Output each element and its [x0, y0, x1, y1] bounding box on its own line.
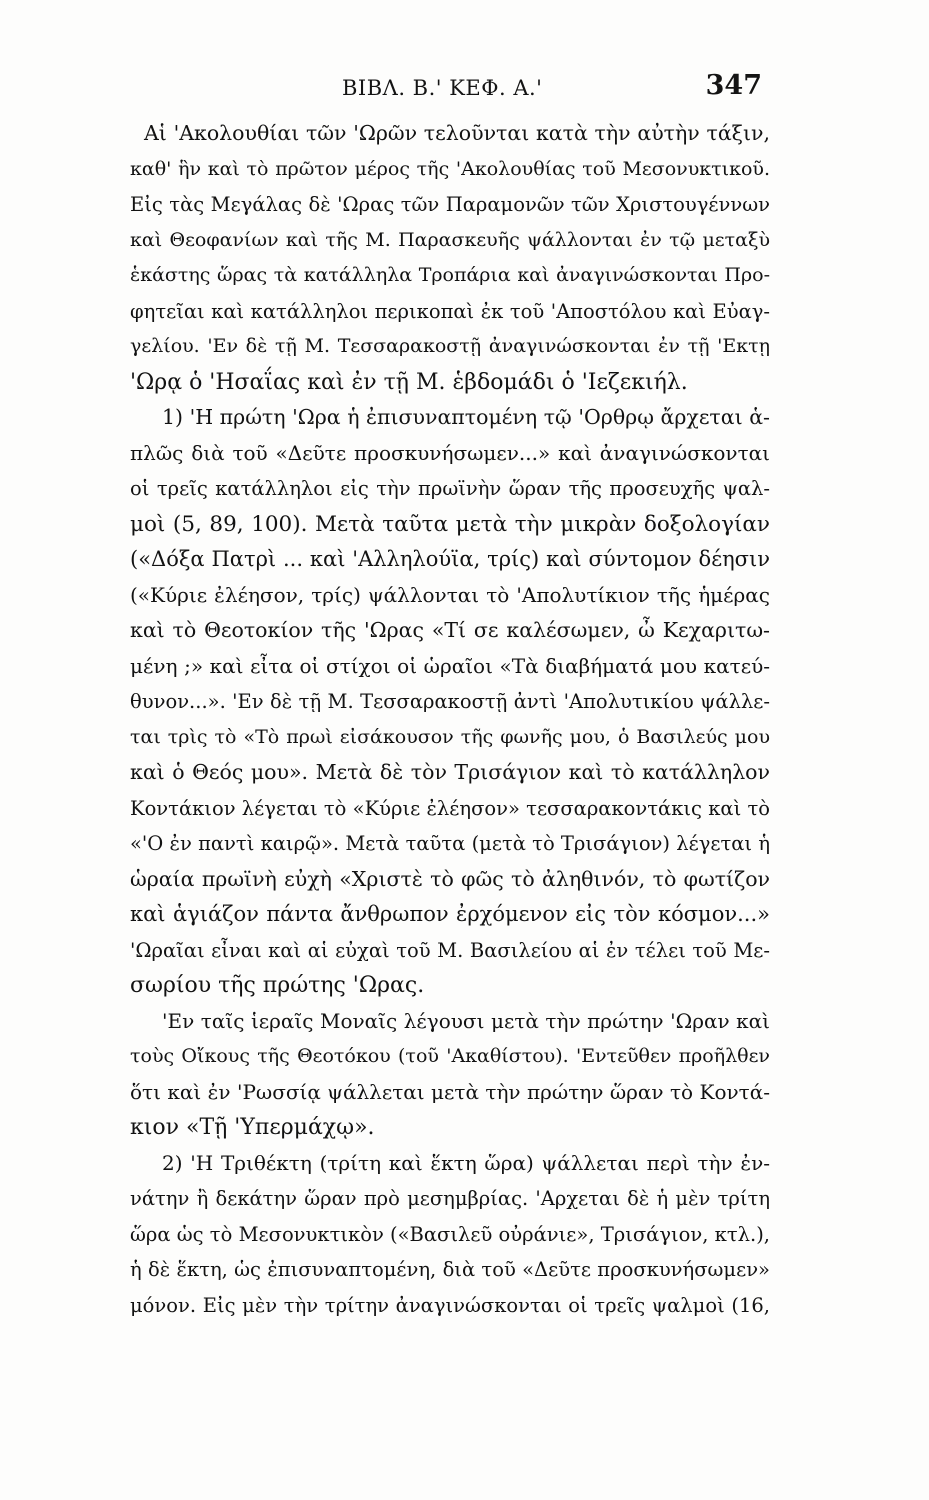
text-line: καὶ Θεοφανίων καὶ τῆς Μ. Παρασκευῆς ψάλλονται ἐν τῷ μεταξὺ: [130, 228, 770, 251]
text-line: φητεῖαι καὶ κατάλληλοι περικοπαὶ ἐκ τοῦ 'Αποστόλου καὶ Εὐαγ-: [130, 299, 770, 323]
text-line: 'Εν ταῖς ἱεραῖς Μοναῖς λέγουσι μετὰ τὴν πρώτην 'Ωραν καὶ: [162, 1008, 770, 1033]
page-number: 347: [705, 70, 762, 101]
text-line: καθ' ἣν καὶ τὸ πρῶτον μέρος τῆς 'Ακολουθίας τοῦ Μεσονυκτικοῦ.: [130, 157, 770, 180]
text-line: ται τρὶς τὸ «Τὸ πρωὶ εἰσάκουσον τῆς φωνῆς μου, ὁ Βασιλεύς μου: [130, 725, 770, 748]
text-line: («Δόξα Πατρὶ ... καὶ 'Αλληλούϊα, τρίς) καὶ σύντομον δέησιν: [130, 547, 770, 571]
text-line: 'Ωραῖαι εἶναι καὶ αἱ εὐχαὶ τοῦ Μ. Βασιλείου αἱ ἐν τέλει τοῦ Με-: [130, 938, 770, 962]
text-line: ὡραία πρωϊνὴ εὐχὴ «Χριστὲ τὸ φῶς τὸ ἀληθινόν, τὸ φωτίζον: [130, 866, 770, 891]
text-line: Κοντάκιον λέγεται τὸ «Κύριε ἐλέησον» τεσσαρακοντάκις καὶ τὸ: [130, 796, 770, 820]
text-line: Εἰς τὰς Μεγάλας δὲ 'Ωρας τῶν Παραμονῶν τῶν Χριστουγέννων: [130, 193, 770, 216]
text-line: σωρίου τῆς πρώτης 'Ωρας.: [130, 973, 425, 998]
text-line: μοὶ (5, 89, 100). Μετὰ ταῦτα μετὰ τὴν μικρὰν δοξολογίαν: [130, 511, 770, 537]
text-line: «'Ο ἐν παντὶ καιρῷ». Μετὰ ταῦτα (μετὰ τὸ Τρισάγιον) λέγεται ἡ: [130, 832, 770, 855]
text-line: ἑκάστης ὥρας τὰ κατάλληλα Τροπάρια καὶ ἀναγινώσκονται Προ-: [130, 264, 770, 286]
text-line: 1) 'Η πρώτη 'Ωρα ἡ ἐπισυναπτομένη τῷ 'Ορθρῳ ἄρχεται ἁ-: [162, 405, 770, 429]
text-line: Αἱ 'Ακολουθίαι τῶν 'Ωρῶν τελοῦνται κατὰ τὴν αὐτὴν τάξιν,: [144, 121, 770, 145]
text-line: μόνον. Εἰς μὲν τὴν τρίτην ἀναγινώσκονται οἱ τρεῖς ψαλμοὶ (16,: [130, 1293, 770, 1317]
text-line: ἡ δὲ ἕκτη, ὡς ἐπισυναπτομένη, διὰ τοῦ «Δεῦτε προσκυνήσωμεν»: [130, 1258, 770, 1281]
text-line: ὥρα ὡς τὸ Μεσονυκτικὸν («Βασιλεῦ οὐράνιε», Τρισάγιον, κτλ.),: [130, 1222, 770, 1246]
text-line: νάτην ἢ δεκάτην ὥραν πρὸ μεσημβρίας. 'Αρχεται δὲ ἡ μὲν τρίτη: [130, 1187, 770, 1210]
body-text: [130, 116, 770, 1323]
text-line: 'Ωρᾳ ὁ 'Ησαΐας καὶ ἐν τῇ Μ. ἑβδομάδι ὁ 'Ιεζεκιήλ.: [130, 369, 688, 395]
text-line: καὶ τὸ Θεοτοκίον τῆς 'Ωρας «Τί σε καλέσωμεν, ὦ Κεχαριτω-: [130, 618, 770, 642]
text-line: τοὺς Οἴκους τῆς Θεοτόκου (τοῦ 'Ακαθίστου). 'Εντεῦθεν προῆλθεν: [130, 1045, 770, 1067]
text-line: («Κύριε ἐλέησον, τρίς) ψάλλονται τὸ 'Απολυτίκιον τῆς ἡμέρας: [130, 582, 770, 607]
text-line: 2) 'Η Τριθέκτη (τρίτη καὶ ἕκτη ὥρα) ψάλλεται περὶ τὴν ἐν-: [162, 1150, 770, 1175]
text-line: μένη ;» καὶ εἶτα οἱ στίχοι οἱ ὡραῖοι «Τὰ διαβήματά μου κατεύ-: [130, 653, 770, 678]
text-line: καὶ ἁγιάζον πάντα ἄνθρωπον ἐρχόμενον εἰς τὸν κόσμον...»: [130, 902, 770, 926]
page-header: [130, 70, 770, 110]
text-line: γελίου. 'Εν δὲ τῇ Μ. Τεσσαρακοστῇ ἀναγινώσκονται ἐν τῇ 'Εκτῃ: [130, 335, 770, 357]
text-line: ὅτι καὶ ἐν 'Ρωσσίᾳ ψάλλεται μετὰ τὴν πρώτην ὥραν τὸ Κοντά-: [130, 1079, 770, 1104]
text-line: καὶ ὁ Θεός μου». Μετὰ δὲ τὸν Τρισάγιον καὶ τὸ κατάλληλον: [130, 760, 770, 784]
running-head: ΒΙΒΛ. Β.' ΚΕΦ. Α.': [342, 76, 543, 100]
text-line: θυνον...». 'Εν δὲ τῇ Μ. Τεσσαρακοστῇ ἀντὶ 'Απολυτικίου ψάλλε-: [130, 690, 770, 713]
text-line: οἱ τρεῖς κατάλληλοι εἰς τὴν πρωϊνὴν ὥραν τῆς προσευχῆς ψαλ-: [130, 477, 770, 500]
text-line: πλῶς διὰ τοῦ «Δεῦτε προσκυνήσωμεν...» καὶ ἀναγινώσκονται: [130, 440, 770, 465]
text-line: κιον «Τῇ 'Υπερμάχῳ».: [130, 1115, 375, 1140]
